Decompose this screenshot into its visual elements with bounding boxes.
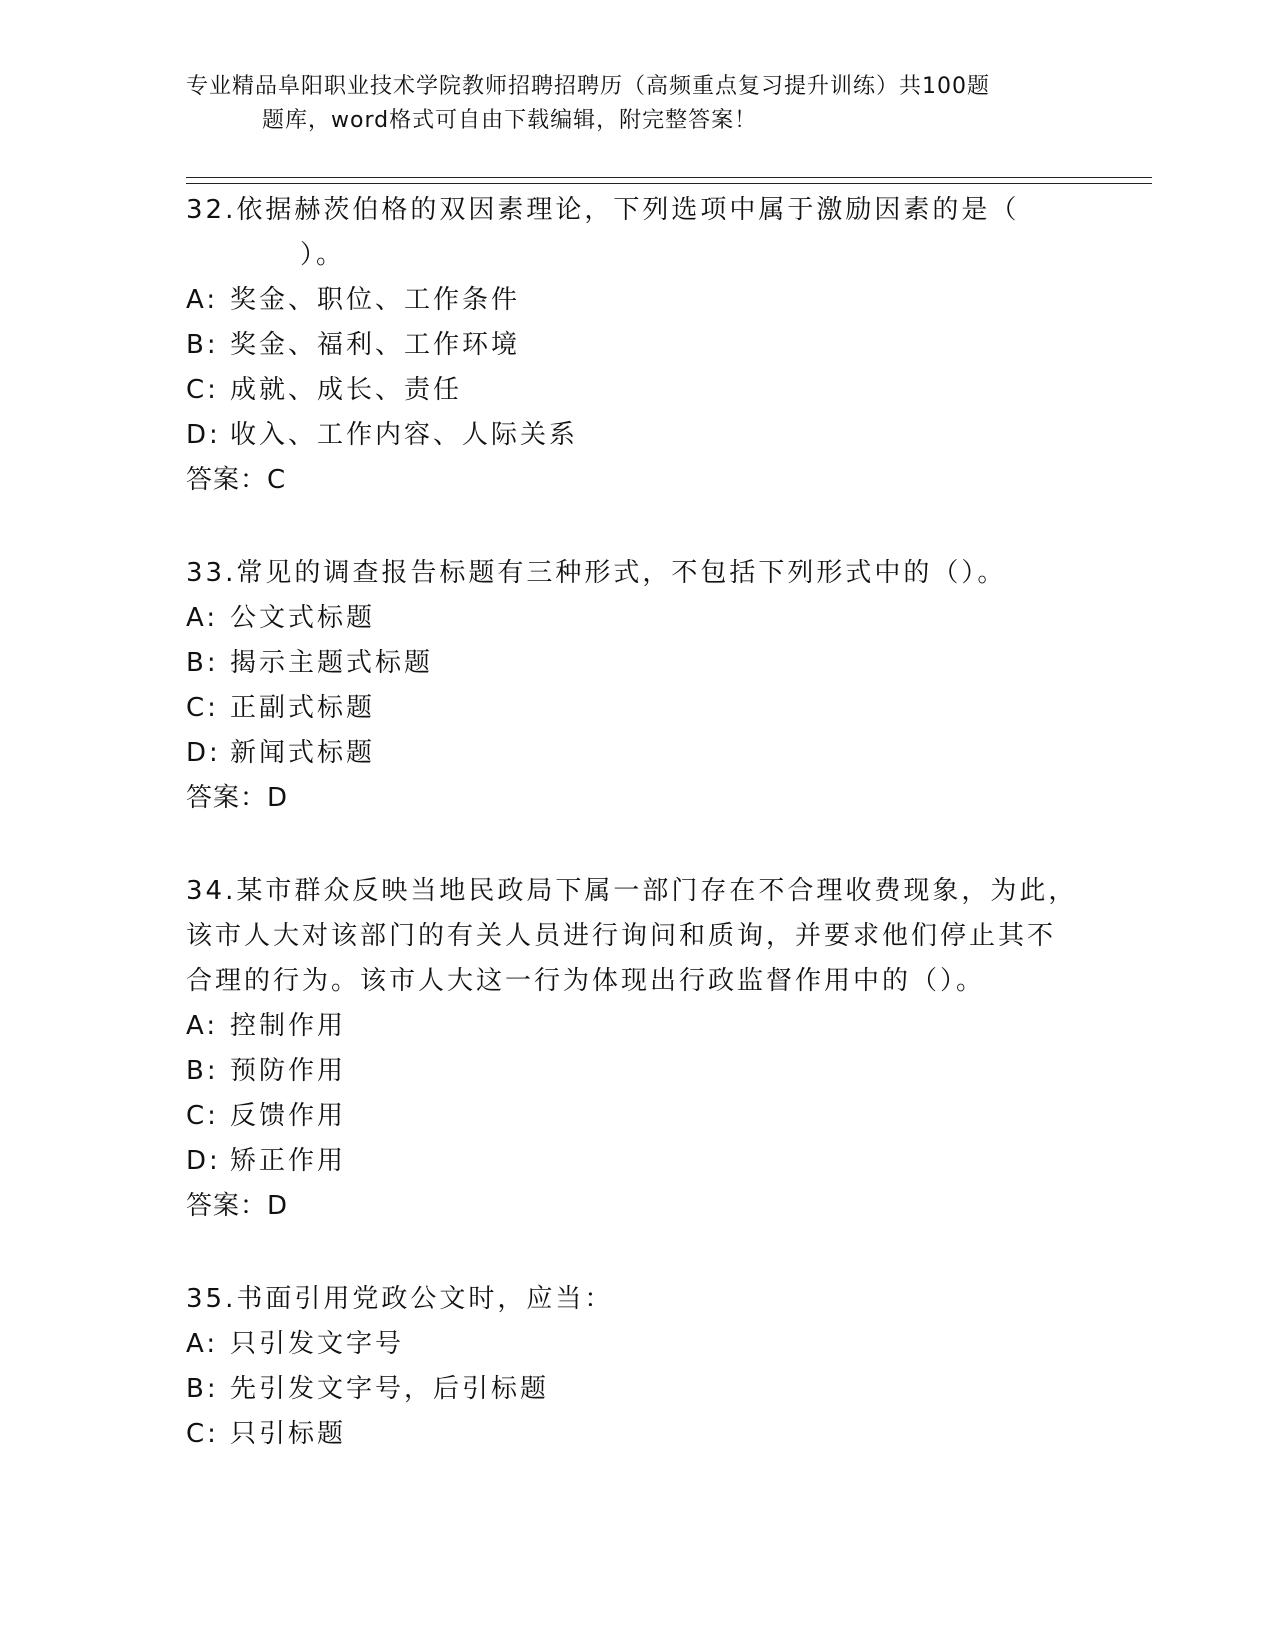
question-32 <box>186 188 1086 503</box>
question-33 <box>186 551 1086 821</box>
option-letter: A: <box>186 285 219 315</box>
option-letter: A: <box>186 603 219 633</box>
question-stem-line-3: 合理的行为。该市人大这一行为体现出行政监督作用中的（）。 <box>186 966 986 996</box>
option-text: 反馈作用 <box>230 1101 347 1131</box>
question-stem-line-2: 该市人大对该部门的有关人员进行询问和质询，并要求他们停止其不 <box>186 921 1057 951</box>
option-text: 预防作用 <box>230 1056 347 1086</box>
option-text: 控制作用 <box>230 1011 347 1041</box>
option-letter: A: <box>186 1329 219 1359</box>
header-rule-top <box>186 177 1152 178</box>
option-letter: C: <box>186 693 219 723</box>
option-letter: B: <box>186 330 219 360</box>
question-stem: 35.书面引用党政公文时，应当： <box>186 1284 614 1314</box>
question-35 <box>186 1277 1086 1457</box>
question-stem-continued: ）。 <box>300 240 346 270</box>
option-letter: D: <box>186 738 221 768</box>
question-34 <box>186 869 1086 1229</box>
option-a <box>186 278 1086 323</box>
option-d <box>186 731 1086 776</box>
option-text: 先引发文字号，后引标题 <box>230 1374 550 1404</box>
header-line-2: 题库，word格式可自由下载编辑，附完整答案！ <box>262 108 758 133</box>
question-stem: 32.依据赫茨伯格的双因素理论，下列选项中属于激励因素的是（ <box>186 195 1020 225</box>
option-text: 矫正作用 <box>230 1146 347 1176</box>
answer-line: 答案：C <box>186 465 287 495</box>
option-b <box>186 641 1086 686</box>
option-b <box>186 1049 1086 1094</box>
option-text: 公文式标题 <box>230 603 376 633</box>
option-c <box>186 368 1086 413</box>
question-list <box>186 188 1086 1457</box>
option-letter: C: <box>186 1101 219 1131</box>
option-d <box>186 1139 1086 1184</box>
document-header <box>186 70 1066 138</box>
answer-line: 答案：D <box>186 1191 289 1221</box>
option-text: 收入、工作内容、人际关系 <box>230 420 579 450</box>
option-text: 奖金、职位、工作条件 <box>230 285 521 315</box>
question-stem-line-1: 34.某市群众反映当地民政局下属一部门存在不合理收费现象，为此， <box>186 876 1078 906</box>
option-a <box>186 1322 1086 1367</box>
option-text: 只引标题 <box>230 1419 347 1449</box>
header-rule-bottom <box>186 183 1152 184</box>
option-c <box>186 1094 1086 1139</box>
option-letter: C: <box>186 375 219 405</box>
option-a <box>186 596 1086 641</box>
option-d <box>186 413 1086 458</box>
option-a <box>186 1004 1086 1049</box>
option-text: 成就、成长、责任 <box>230 375 463 405</box>
option-text: 奖金、福利、工作环境 <box>230 330 521 360</box>
option-text: 揭示主题式标题 <box>230 648 434 678</box>
answer-line: 答案：D <box>186 783 289 813</box>
option-b <box>186 1367 1086 1412</box>
spacer <box>186 821 1086 869</box>
spacer <box>186 503 1086 551</box>
option-letter: B: <box>186 648 219 678</box>
header-line-1: 专业精品阜阳职业技术学院教师招聘招聘历（高频重点复习提升训练）共100题 <box>186 74 990 99</box>
option-letter: B: <box>186 1056 219 1086</box>
option-letter: C: <box>186 1419 219 1449</box>
option-text: 新闻式标题 <box>230 738 376 768</box>
option-letter: D: <box>186 420 221 450</box>
option-letter: A: <box>186 1011 219 1041</box>
option-c <box>186 686 1086 731</box>
option-letter: B: <box>186 1374 219 1404</box>
option-text: 只引发文字号 <box>230 1329 405 1359</box>
option-c <box>186 1412 1086 1457</box>
option-b <box>186 323 1086 368</box>
option-text: 正副式标题 <box>230 693 376 723</box>
option-letter: D: <box>186 1146 221 1176</box>
spacer <box>186 1229 1086 1277</box>
question-stem: 33.常见的调查报告标题有三种形式，不包括下列形式中的（）。 <box>186 558 1007 588</box>
